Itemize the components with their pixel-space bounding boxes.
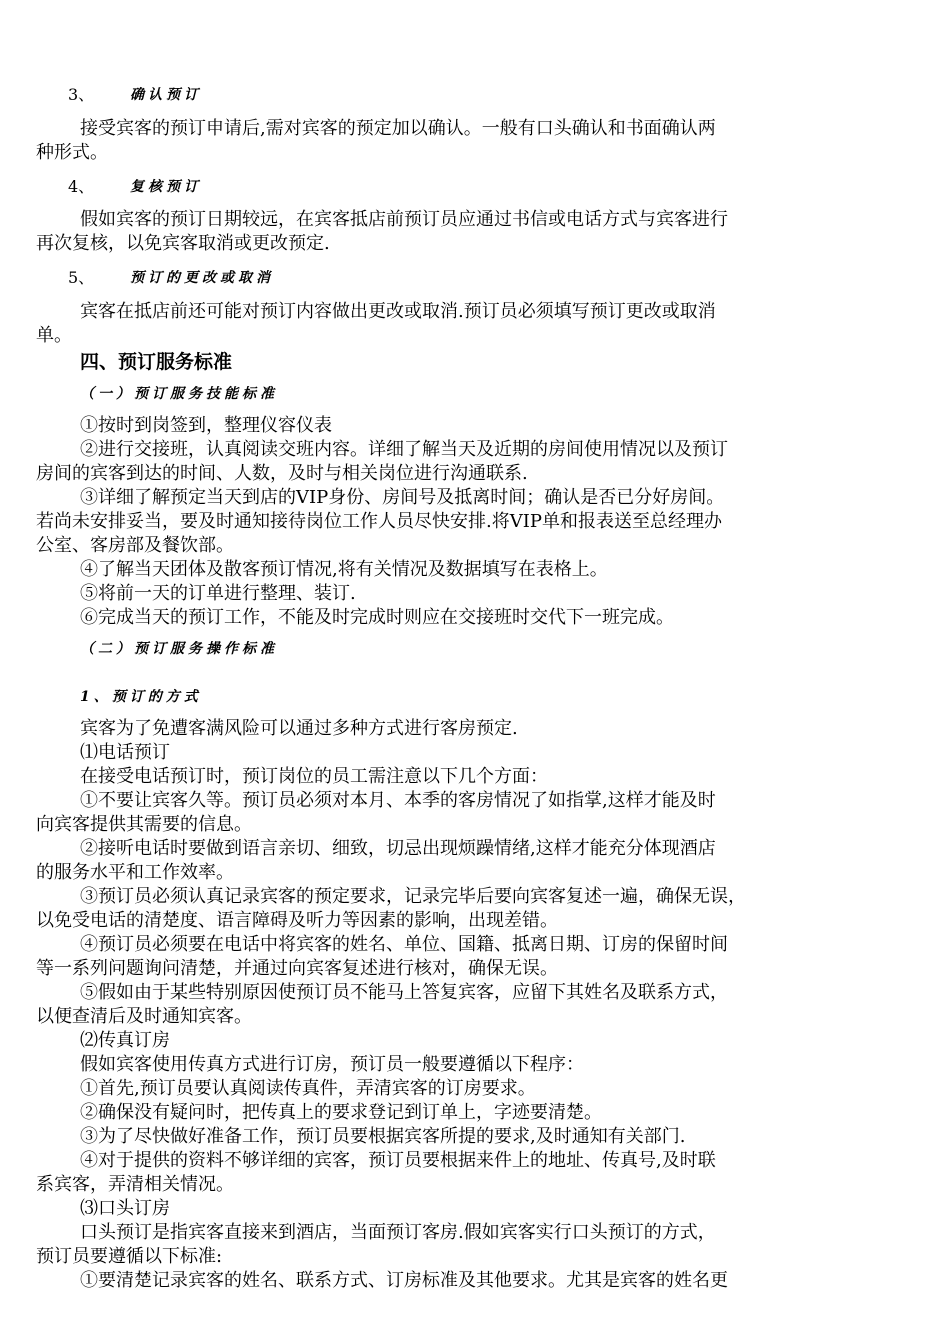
body-line: 系宾客，弄清相关情况。 — [36, 1174, 234, 1195]
subheading-1: （一）预订服务技能标准 — [80, 386, 278, 402]
skill-line: ④了解当天团体及散客预订情况,将有关情况及数据填写在表格上。 — [80, 559, 608, 580]
body-line: 以免受电话的清楚度、语言障碍及听力等因素的影响，出现差错。 — [36, 910, 558, 931]
body-line: ①要清楚记录宾客的姓名、联系方式、订房标准及其他要求。尤其是宾客的姓名更 — [80, 1270, 728, 1291]
paragraph-line: 单。 — [36, 325, 72, 346]
section-5-title: 预订的更改或取消 — [130, 270, 274, 286]
section-4-title: 复核预订 — [130, 179, 202, 195]
body-line: ②确保没有疑问时，把传真上的要求登记到订单上，字迹要清楚。 — [80, 1102, 602, 1123]
body-line: 宾客为了免遭客满风险可以通过多种方式进行客房预定. — [80, 718, 518, 739]
section-4-number: 4、 — [68, 177, 95, 196]
body-line: ⑤假如由于某些特别原因使预订员不能马上答复宾客，应留下其姓名及联系方式， — [80, 982, 728, 1003]
skill-line: 房间的宾客到达的时间、人数，及时与相关岗位进行沟通联系. — [36, 463, 528, 484]
paragraph-line: 假如宾客的预订日期较远，在宾客抵店前预订员应通过书信或电话方式与宾客进行 — [80, 209, 728, 230]
body-line: ①不要让宾客久等。预订员必须对本月、本季的客房情况了如指掌,这样才能及时 — [80, 790, 716, 811]
skill-line: ③详细了解预定当天到店的VIP身份、房间号及抵离时间；确认是否已分好房间。 — [80, 487, 725, 508]
paragraph-line: 接受宾客的预订申请后,需对宾客的预定加以确认。一般有口头确认和书面确认两 — [80, 118, 716, 139]
body-line: ③为了尽快做好准备工作，预订员要根据宾客所提的要求,及时通知有关部门. — [80, 1126, 686, 1147]
booking-methods-title: 1、预订的方式 — [80, 689, 202, 705]
body-line: 假如宾客使用传真方式进行订房，预订员一般要遵循以下程序： — [80, 1054, 584, 1075]
body-line: 以便查清后及时通知宾客。 — [36, 1006, 252, 1027]
paragraph-line: 种形式。 — [36, 142, 108, 163]
skill-line: 若尚未安排妥当，要及时通知接待岗位工作人员尽快安排.将VIP单和报表送至总经理办 — [36, 511, 722, 532]
body-line: ④对于提供的资料不够详细的宾客，预订员要根据来件上的地址、传真号,及时联 — [80, 1150, 716, 1171]
paragraph-line: 宾客在抵店前还可能对预订内容做出更改或取消.预订员必须填写预订更改或取消 — [80, 301, 716, 322]
skill-line: 公室、客房部及餐饮部。 — [36, 535, 234, 556]
body-line: ①首先,预订员要认真阅读传真件，弄清宾客的订房要求。 — [80, 1078, 536, 1099]
section-3-title: 确认预订 — [130, 87, 202, 103]
skill-line: ②进行交接班，认真阅读交班内容。详细了解当天及近期的房间使用情况以及预订 — [80, 439, 728, 460]
body-line: ⑶口头订房 — [80, 1198, 170, 1219]
skill-line: ①按时到岗签到，整理仪容仪表 — [80, 415, 332, 436]
skill-line: ⑥完成当天的预订工作，不能及时完成时则应在交接班时交代下一班完成。 — [80, 607, 674, 628]
heading-4: 四、预订服务标准 — [80, 351, 233, 373]
body-line: 的服务水平和工作效率。 — [36, 862, 234, 883]
section-5-number: 5、 — [68, 268, 95, 287]
body-line: ⑴电话预订 — [80, 742, 170, 763]
body-line: 预订员要遵循以下标准: — [36, 1246, 223, 1267]
body-line: 等一系列问题询问清楚，并通过向宾客复述进行核对，确保无误。 — [36, 958, 558, 979]
body-line: ④预订员必须要在电话中将宾客的姓名、单位、国籍、抵离日期、订房的保留时间 — [80, 934, 728, 955]
section-3-number: 3、 — [68, 85, 95, 104]
body-line: 口头预订是指宾客直接来到酒店，当面预订客房.假如宾客实行口头预订的方式， — [80, 1222, 716, 1243]
body-line: 向宾客提供其需要的信息。 — [36, 814, 252, 835]
paragraph-line: 再次复核，以免宾客取消或更改预定. — [36, 233, 330, 254]
body-line: ③预订员必须认真记录宾客的预定要求，记录完毕后要向宾客复述一遍，确保无误， — [80, 886, 746, 907]
body-line: ⑵传真订房 — [80, 1030, 170, 1051]
skill-line: ⑤将前一天的订单进行整理、装订. — [80, 583, 356, 604]
body-line: ②接听电话时要做到语言亲切、细致，切忌出现烦躁情绪,这样才能充分体现酒店 — [80, 838, 716, 859]
subheading-2: （二）预订服务操作标准 — [80, 641, 278, 657]
body-line: 在接受电话预订时，预订岗位的员工需注意以下几个方面： — [80, 766, 548, 787]
